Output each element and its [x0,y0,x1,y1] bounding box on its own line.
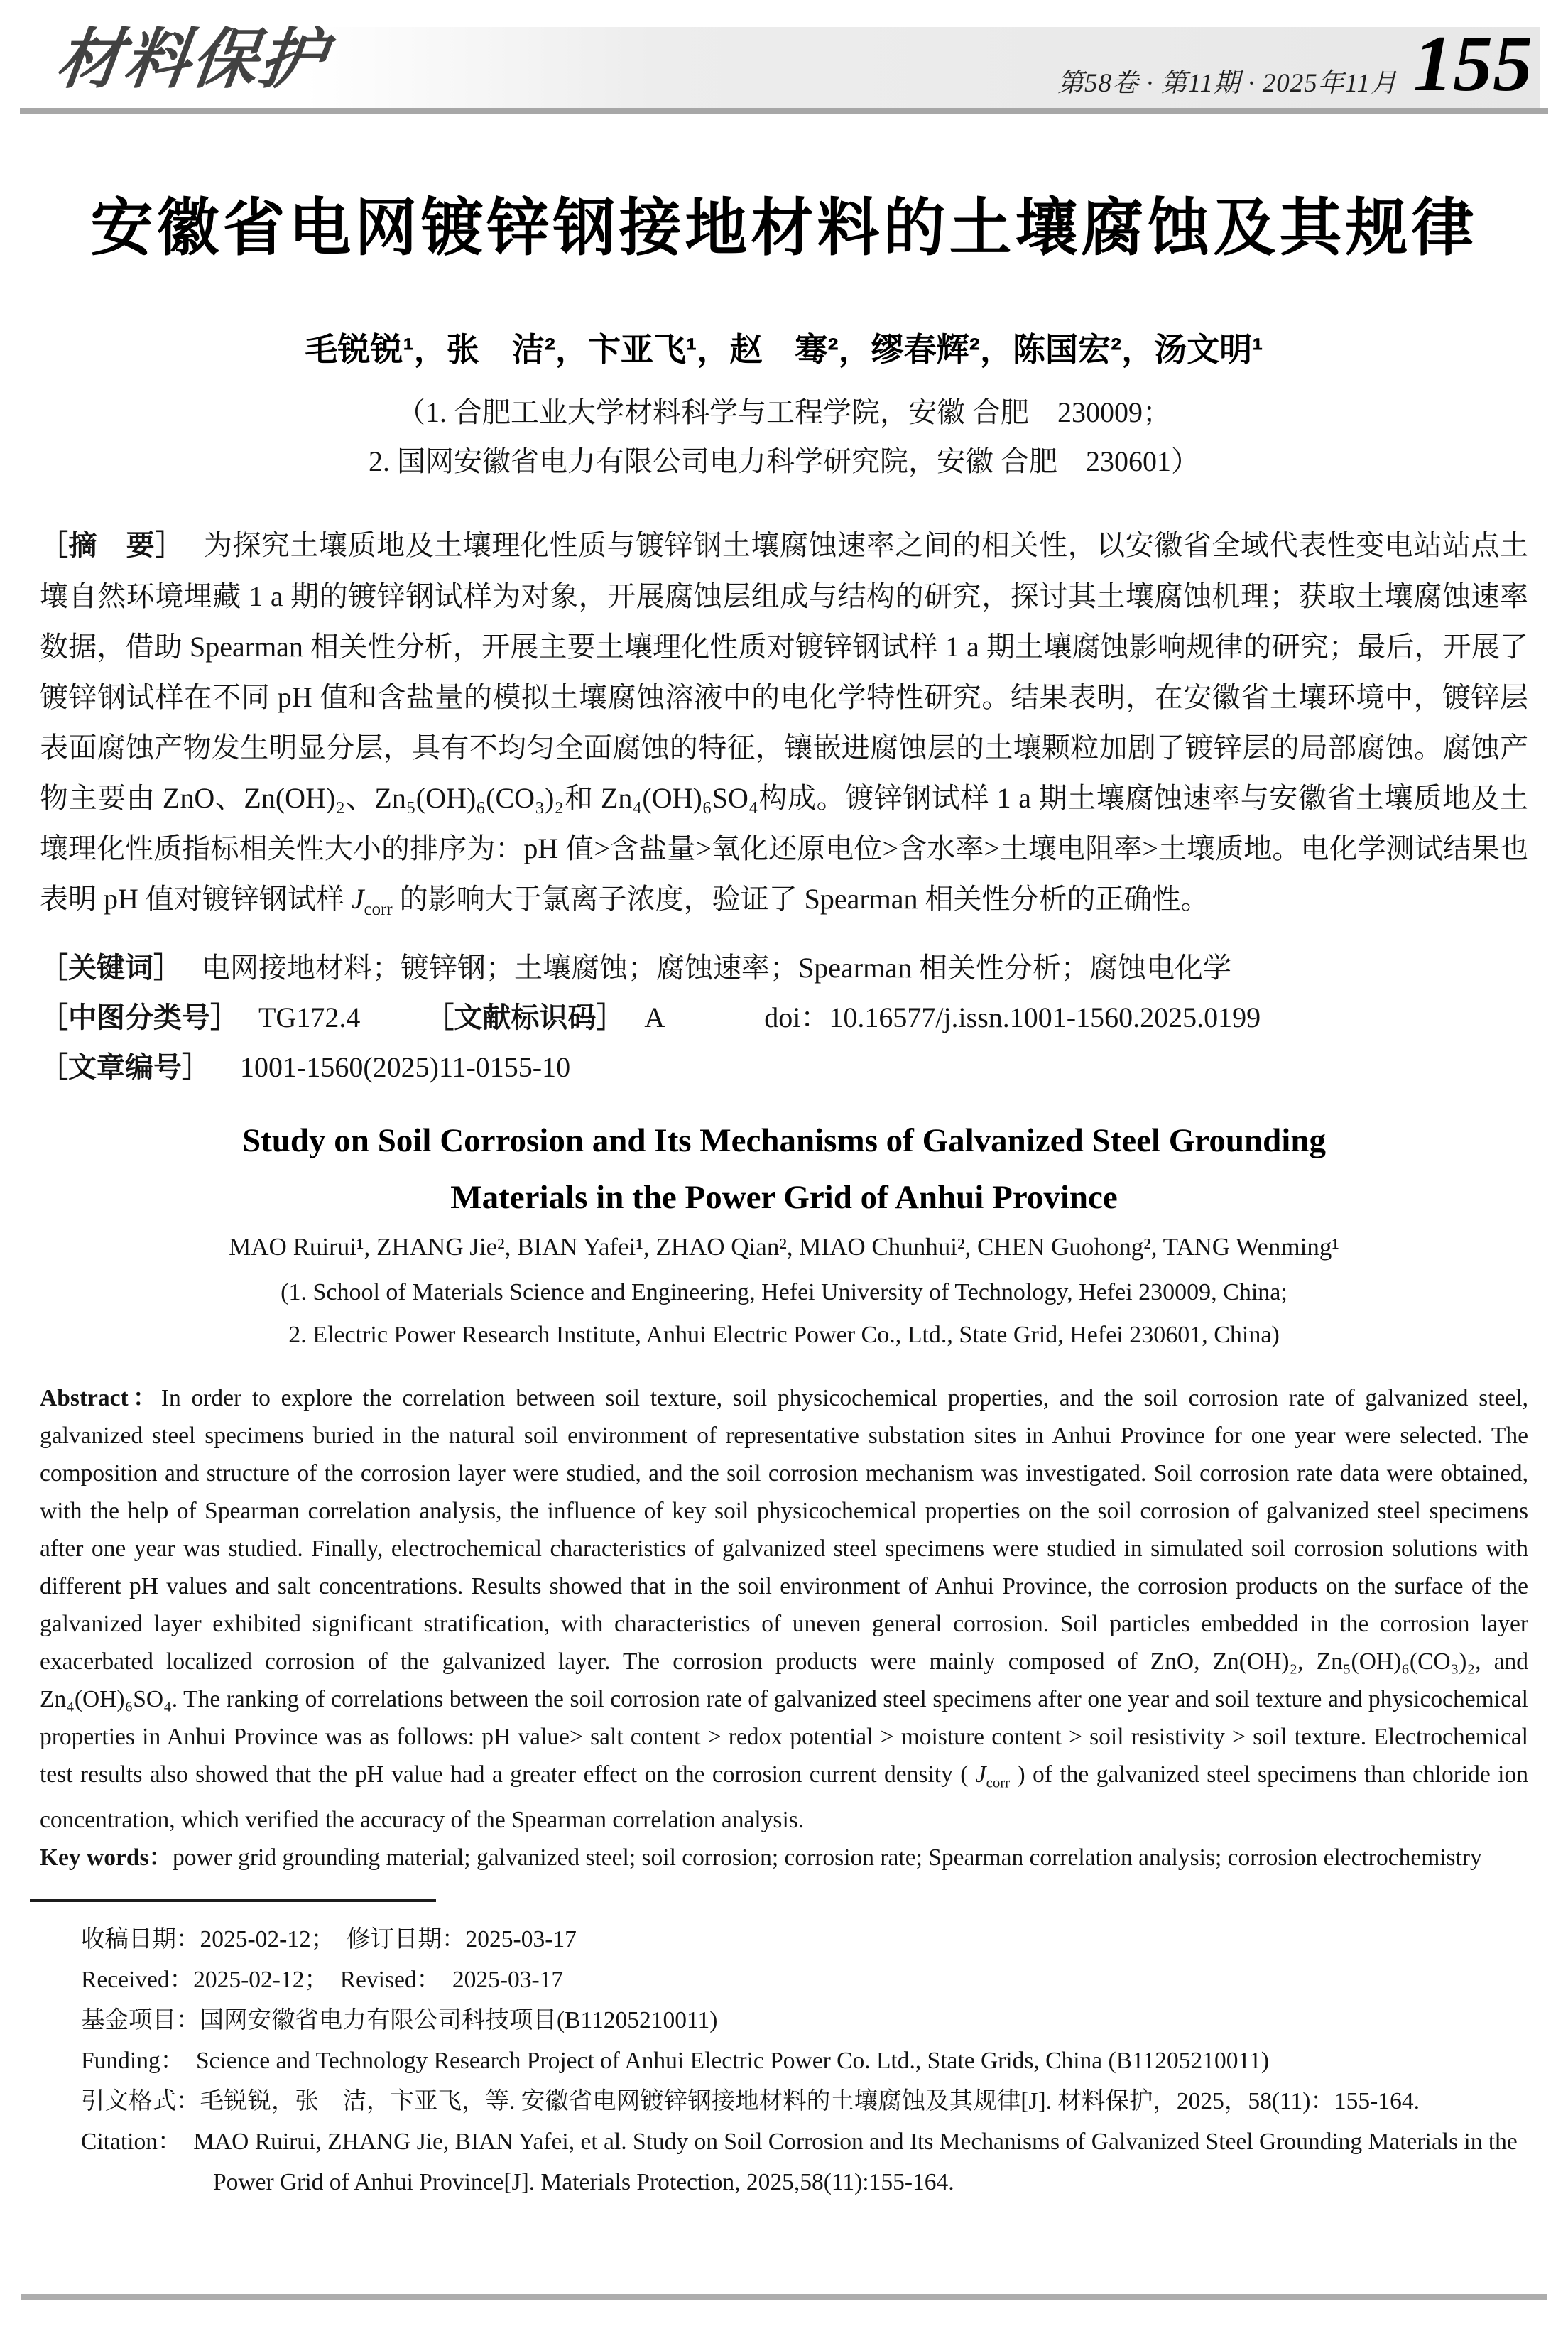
doc-code-label: ［文献标识码］ [425,1001,625,1033]
title-en [40,1112,1528,1226]
affiliations-cn [40,388,1528,486]
affiliation-en-1: (1. School of Materials Science and Engineering, Hefei University of Technology, Hefei 230009, China; [281,1278,1287,1305]
abstract-en-text-1: In order to explore the correlation between soil texture, soil physicochemical properties, and the soil corrosion rate of galvanized steel, galvanized steel specimens buried in the natural soil environment of representative substation sites in Anhui Province for one year were selected. The composition and structure of the corrosion layer were studied, and the soil corrosion mechanism was investigated. Soil corrosion rate data were obtained, with the help of Spearman correlation analysis, the influence of key soil physicochemical properties on the soil corrosion of galvanized steel specimens after one year was studied. Finally, electrochemical characteristics of galvanized steel specimens were studied in simulated soil corrosion solutions with different pH values and salt concentrations. Results showed that in the soil environment of Anhui Province, the corrosion products on the surface of the galvanized layer exhibited significant stratification, with characteristics of uneven general corrosion. Soil particles embedded in the corrosion layer exacerbated localized corrosion of the galvanized layer. The corrosion products were mainly composed of ZnO, Zn(OH)₂, Zn₅(OH)₆(CO₃)₂, and Zn₄(OH)₆SO₄. The ranking of correlations between the soil corrosion rate of galvanized steel specimens after one year and soil texture and physicochemical properties in Anhui Province was as follows: pH value> salt content > redox potential > moisture content > soil resistivity > soil texture. Electrochemical test results also showed that the pH value had a greater effect on the corrosion current density ( [40,1384,1528,1788]
affiliation-cn-2: 2. 国网安徽省电力有限公司电力科学研究院，安徽 合肥 230601） [369,445,1199,477]
affiliation-en-2: 2. Electric Power Research Institute, Anhui Electric Power Co., Ltd., State Grid, Hefei 230601, China) [288,1321,1280,1348]
clc-label: ［中图分类号］ [40,1001,239,1033]
affiliations-en [40,1271,1528,1357]
authors-cn: 毛锐锐¹，张 洁²，卞亚飞¹，赵 骞²，缪春辉²，陈国宏²，汤文明¹ [305,330,1263,368]
article-no-label: ［文章编号］ [40,1051,210,1083]
footnote [40,1919,1528,2202]
jcorr-symbol: J [351,882,364,915]
affiliation-cn-1: （1. 合肥工业大学材料科学与工程学院，安徽 合肥 230009； [397,396,1171,428]
abstract-cn-text-2: 的影响大于氯离子浓度，验证了 Spearman 相关性分析的正确性。 [392,882,1209,915]
keywords-en-label: Key words： [40,1844,173,1871]
page-number: 155 [1413,20,1532,108]
abstract-en-label: Abstract： [40,1384,161,1411]
keywords-cn-label: ［关键词］ [40,952,182,984]
keywords-cn [40,943,1528,993]
authors-en: MAO Ruirui¹, ZHANG Jie², BIAN Yafei¹, ZHAO Qian², MIAO Chunhui², CHEN Guohong², TANG Wenming¹ [229,1232,1339,1261]
footnote-funding-en: Funding： Science and Technology Research Project of Anhui Electric Power Co. Ltd., State Grids, China (B11205210011) [81,2048,1269,2075]
issue-info: 第58卷 · 第11期 · 2025年11月 [1057,69,1398,98]
abstract-en-text-2: ) of the galvanized steel specimens than chloride ion concentration, which verified the accuracy of the Spearman correlation analysis. [40,1761,1528,1834]
keywords-cn-text: 电网接地材料；镀锌钢；土壤腐蚀；腐蚀速率；Spearman 相关性分析；腐蚀电化学 [202,951,1231,984]
title-en-line-2: Materials in the Power Grid of Anhui Province [450,1178,1118,1216]
header-rule [20,108,1548,114]
footnote-received-en: Received：2025-02-12； Revised： 2025-03-17 [81,1967,564,1994]
article-title-cn: 安徽省电网镀锌钢接地材料的土壤腐蚀及其规律 [90,192,1478,263]
page-header [0,0,1568,114]
clc-value: TG172.4 [258,1001,361,1033]
article-no-line [40,1043,1528,1092]
keywords-en [40,1839,1528,1876]
clc-line [40,993,1528,1043]
footnote-citation-en: Citation： MAO Ruirui, ZHANG Jie, BIAN Yafei, et al. Study on Soil Corrosion and Its Mechanisms of Galvanized Steel Grounding Materials in the Power Grid of Anhui Province[J]. Materials Protection, 2025,58(11):155-164. [81,2129,1518,2196]
journal-logo: 材料保护 [52,23,332,96]
keywords-en-text: power grid grounding material; galvanized steel; soil corrosion; corrosion rate; Spearman correlation analysis; corrosion electrochemistry [173,1844,1482,1871]
abstract-cn [40,520,1528,935]
article-no-value: 1001-1560(2025)11-0155-10 [240,1050,571,1083]
jcorr-en-symbol: J [975,1761,986,1788]
bottom-rule [21,2294,1547,2300]
jcorr-subscript: corr [364,899,393,919]
jcorr-en-subscript: corr [986,1774,1011,1791]
abstract-cn-text-1: 为探究土壤质地及土壤理化性质与镀锌钢土壤腐蚀速率之间的相关性，以安徽省全域代表性变电站站点土壤自然环境埋藏 1 a 期的镀锌钢试样为对象，开展腐蚀层组成与结构的研究，探讨其土壤腐蚀机理；获取土壤腐蚀速率数据，借助 Spearman 相关性分析，开展主要土壤理化性质对镀锌钢试样 1 a 期土壤腐蚀影响规律的研究；最后，开展了镀锌钢试样在不同 pH 值和含盐量的模拟土壤腐蚀溶液中的电化学特性研究。结果表明，在安徽省土壤环境中，镀锌层表面腐蚀产物发生明显分层，具有不均匀全面腐蚀的特征，镶嵌进腐蚀层的土壤颗粒加剧了镀锌层的局部腐蚀。腐蚀产物主要由 ZnO、Zn(OH)₂、Zn₅(OH)₆(CO₃)₂和 Zn₄(OH)₆SO₄构成。镀锌钢试样 1 a 期土壤腐蚀速率与安徽省土壤质地及土壤理化性质指标相关性大小的排序为：pH 值>含盐量>氧化还原电位>含水率>土壤电阻率>土壤质地。电化学测试结果也表明 pH 值对镀锌钢试样 [40,528,1529,915]
footnote-received-cn: 收稿日期：2025-02-12； 修订日期：2025-03-17 [81,1926,577,1953]
footnote-funding-cn: 基金项目：国网安徽省电力有限公司科技项目(B11205210011) [81,2007,718,2034]
doi-text: doi：10.16577/j.issn.1001-1560.2025.0199 [764,1001,1261,1033]
article-content [0,194,1568,2202]
abstract-en [40,1379,1528,1840]
title-en-line-1: Study on Soil Corrosion and Its Mechanisms of Galvanized Steel Grounding [241,1121,1326,1159]
footnote-rule [30,1899,436,1902]
doc-code-value: A [644,1001,665,1033]
footnote-citation-cn: 引文格式：毛锐锐，张 洁，卞亚飞，等. 安徽省电网镀锌钢接地材料的土壤腐蚀及其规律[J]. 材料保护，2025，58(11)：155-164. [81,2088,1420,2115]
abstract-cn-label: ［摘 要］ [40,529,184,561]
